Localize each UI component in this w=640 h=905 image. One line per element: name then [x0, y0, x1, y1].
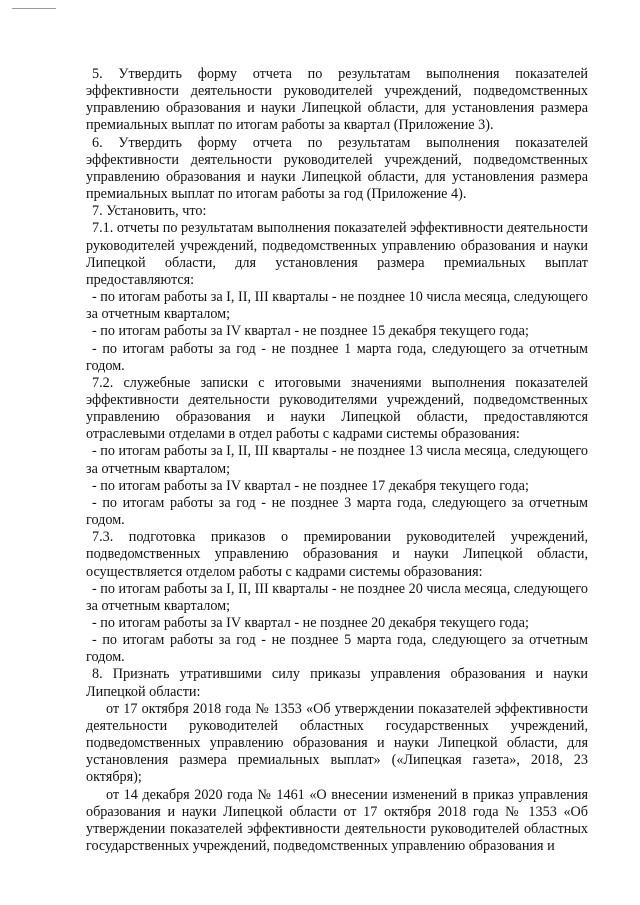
paragraph-7-2: 7.2. служебные записки с итоговыми значениями выполнения показателей эффективности деятельности руководителями учреждений, подведомственных управлению образования и науки Липецкой области, предоставляются отраслевыми отделами в отдел работы с кадрами системы образования: [86, 374, 588, 443]
paragraph-5: 5. Утвердить форму отчета по результатам выполнения показателей эффективности деятельности руководителей учреждений, подведомственных управлению образования и науки Липецкой области, для установления размера премиальных выплат по итогам работы за квартал (Приложение 3). [86, 66, 588, 134]
document-body [86, 66, 588, 855]
paragraph-7-1-item-a: - по итогам работы за I, II, III кварталы - не позднее 10 числа месяца, следующего за отчетным кварталом; [86, 289, 588, 323]
scan-corner-mark [12, 8, 56, 9]
paragraph-7-2-item-a: - по итогам работы за I, II, III кварталы - не позднее 13 числа месяца, следующего за отчетным кварталом; [86, 443, 588, 477]
paragraph-7-2-item-b: - по итогам работы за IV квартал - не позднее 17 декабря текущего года; [92, 477, 529, 494]
paragraph-6: 6. Утвердить форму отчета по результатам выполнения показателей эффективности деятельности руководителей учреждений, подведомственных управлению образования и науки Липецкой области, для установления размера премиальных выплат по итогам работы за год (Приложение 4). [86, 134, 588, 203]
paragraph-7-3-item-c: - по итогам работы за год - не позднее 5 марта года, следующего за отчетным годом. [86, 632, 588, 666]
paragraph-7-2-item-c: - по итогам работы за год - не позднее 3 марта года, следующего за отчетным годом. [86, 494, 588, 529]
paragraph-7-1-item-c: - по итогам работы за год - не позднее 1 марта года, следующего за отчетным годом. [86, 340, 588, 374]
paragraph-8: 8. Признать утратившими силу приказы управления образования и науки Липецкой области: [86, 666, 588, 700]
paragraph-7-1: 7.1. отчеты по результатам выполнения показателей эффективности деятельности руководителей учреждений, подведомственных управлению образования и науки Липецкой области, для установления размера премиальных выплат предоставляются: [86, 220, 588, 288]
paragraph-7-3: 7.3. подготовка приказов о премировании руководителей учреждений, подведомственных управлению образования и науки Липецкой области, осуществляется отделом работы с кадрами системы образования: [86, 529, 588, 580]
paragraph-8-order-1353: от 17 октября 2018 года № 1353 «Об утверждении показателей эффективности деятельности руководителей областных государственных учреждений, подведомственных управлению образования и науки Липецкой области, для установления размера премиальных выплат» («Липецкая газета», 2018, 23 октября); [86, 700, 588, 786]
paragraph-7-3-item-b: - по итогам работы за IV квартал - не позднее 20 декабря текущего года; [92, 615, 529, 631]
paragraph-7-3-item-a: - по итогам работы за I, II, III кварталы - не позднее 20 числа месяца, следующего за отчетным кварталом; [86, 580, 588, 614]
paragraph-8-order-1461: от 14 декабря 2020 года № 1461 «О внесении изменений в приказ управления образования и науки Липецкой области от 17 октября 2018 года № 1353 «Об утверждении показателей эффективности деятельности руководителей областных государственных учреждений, подведомственных управлению образования и [86, 786, 588, 855]
paragraph-7: 7. Установить, что: [92, 203, 207, 220]
paragraph-7-1-item-b: - по итогам работы за IV квартал - не позднее 15 декабря текущего года; [92, 323, 529, 340]
